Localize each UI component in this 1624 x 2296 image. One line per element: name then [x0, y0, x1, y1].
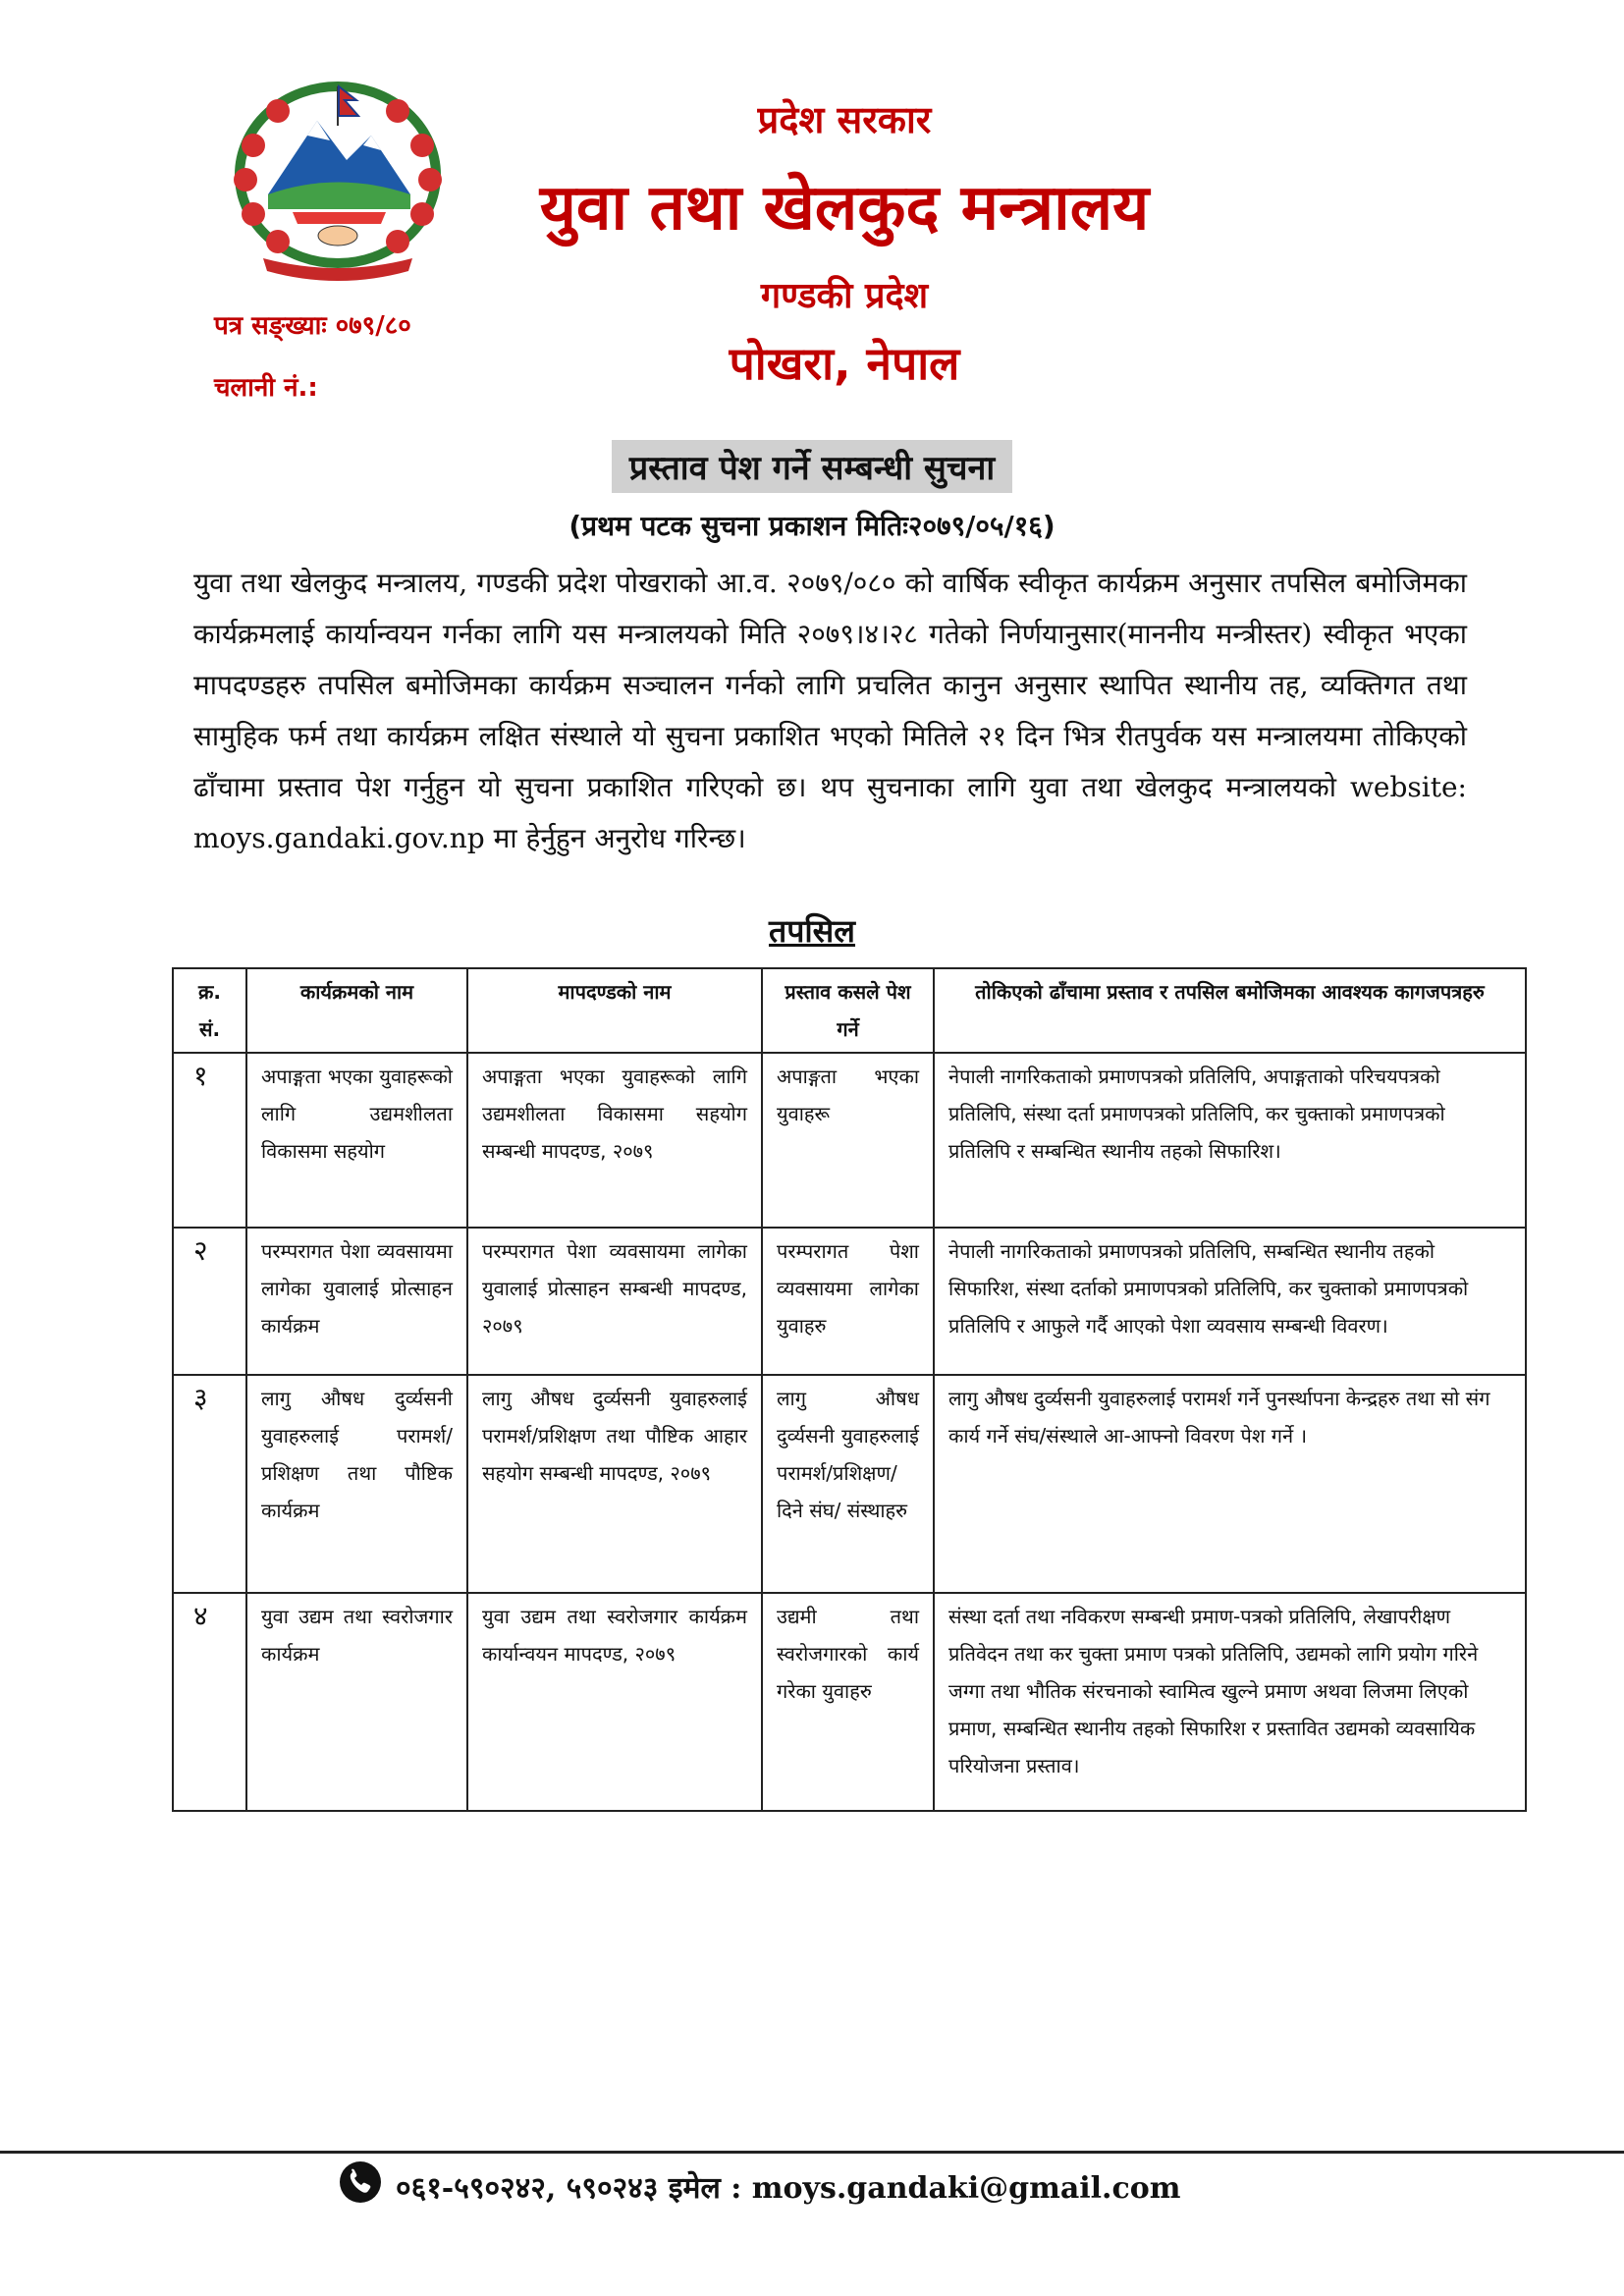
standard-cell: परम्परागत पेशा व्यवसायमा लागेका युवालाई प्रोत्साहन सम्बन्धी मापदण्ड, २०७९: [467, 1228, 762, 1375]
standard-cell: अपाङ्गता भएका युवाहरूको लागि उद्यमशीलता विकासमा सहयोग सम्बन्धी मापदण्ड, २०७९: [467, 1053, 762, 1228]
nepal-emblem-icon: [224, 77, 452, 283]
standard-cell: युवा उद्यम तथा स्वरोजगार कार्यक्रम कार्यान्वयन मापदण्ड, २०७९: [467, 1593, 762, 1811]
table-header-row: [173, 968, 1526, 1053]
standard-cell: लागु औषध दुर्व्यसनी युवाहरुलाई परामर्श/प्रशिक्षण तथा पौष्टिक आहार सहयोग सम्बन्धी मापदण्ड, २०७९: [467, 1375, 762, 1593]
phone-icon: [339, 2160, 396, 2212]
notice-subtitle: (प्रथम पटक सुचना प्रकाशन मितिः२०७९/०५/१६): [568, 510, 1056, 542]
documents-cell: लागु औषध दुर्व्यसनी युवाहरुलाई परामर्श गर्ने पुनर्स्थापना केन्द्रहरु तथा सो संग कार्य गर्ने संघ/संस्थाले आ-आफ्नो विवरण पेश गर्ने ।: [934, 1375, 1526, 1593]
government-label: प्रदेश सरकार: [757, 98, 932, 141]
ministry-name: युवा तथा खेलकुद मन्त्रालय: [539, 172, 1150, 245]
annex-table: [172, 967, 1527, 1812]
header-serial: क्र. सं.: [173, 968, 246, 1053]
serial-cell: ३: [173, 1375, 246, 1593]
notice-title: प्रस्ताव पेश गर्ने सम्बन्धी सुचना: [612, 440, 1012, 493]
submitter-cell: उद्यमी तथा स्वरोजगारको कार्य गरेका युवाहरु: [762, 1593, 934, 1811]
program-cell: लागु औषध दुर्व्यसनी युवाहरुलाई परामर्श/प्रशिक्षण तथा पौष्टिक कार्यक्रम: [246, 1375, 467, 1593]
contact-text: ०६१-५९०२४२, ५९०२४३ इमेल : moys.gandaki@gmail.com: [396, 2170, 1181, 2206]
notice-title-wrap: [0, 440, 1624, 493]
header-standard: मापदण्डको नाम: [467, 968, 762, 1053]
submitter-cell: अपाङ्गता भएका युवाहरू: [762, 1053, 934, 1228]
annex-title: तपसिल: [768, 912, 856, 950]
dispatch-number: चलानी नं.:: [214, 373, 318, 403]
table-row: [173, 1228, 1526, 1375]
province-name: गण्डकी प्रदेश: [760, 276, 929, 316]
program-cell: अपाङ्गता भएका युवाहरूको लागि उद्यमशीलता विकासमा सहयोग: [246, 1053, 467, 1228]
table-row: [173, 1593, 1526, 1811]
documents-cell: नेपाली नागरिकताको प्रमाणपत्रको प्रतिलिपि, सम्बन्धित स्थानीय तहको सिफारिश, संस्था दर्ताको प्रमाणपत्रको प्रतिलिपि, कर चुक्ताको प्रमाणपत्रको प्रतिलिपि र आफुले गर्दै आएको पेशा व्यवसाय सम्बन्धी विवरण।: [934, 1228, 1526, 1375]
serial-cell: १: [173, 1053, 246, 1228]
header-submitter: प्रस्ताव कसले पेश गर्ने: [762, 968, 934, 1053]
header-documents: तोकिएको ढाँचामा प्रस्ताव र तपसिल बमोजिमका आवश्यक कागजपत्रहरु: [934, 968, 1526, 1053]
documents-cell: संस्था दर्ता तथा नविकरण सम्बन्धी प्रमाण-पत्रको प्रतिलिपि, लेखापरीक्षण प्रतिवेदन तथा कर चुक्ता प्रमाण पत्रको प्रतिलिपि, उद्यमको लागि प्रयोग गरिने जग्गा तथा भौतिक संरचनाको स्वामित्व खुल्ने प्रमाण अथवा लिजमा लिएको प्रमाण, सम्बन्धित स्थानीय तहको सिफारिश र प्रस्तावित उद्यमको व्यवसायिक परियोजना प्रस्ताव।: [934, 1593, 1526, 1811]
table-row: [173, 1053, 1526, 1228]
program-cell: परम्परागत पेशा व्यवसायमा लागेका युवालाई प्रोत्साहन कार्यक्रम: [246, 1228, 467, 1375]
serial-cell: २: [173, 1228, 246, 1375]
documents-cell: नेपाली नागरिकताको प्रमाणपत्रको प्रतिलिपि, अपाङ्गताको परिचयपत्रको प्रतिलिपि, संस्था दर्ता प्रमाणपत्रको प्रतिलिपि, कर चुक्ताको प्रमाणपत्रको प्रतिलिपि र सम्बन्धित स्थानीय तहको सिफारिश।: [934, 1053, 1526, 1228]
footer-contact: [339, 2159, 1181, 2214]
submitter-cell: परम्परागत पेशा व्यवसायमा लागेका युवाहरु: [762, 1228, 934, 1375]
program-cell: युवा उद्यम तथा स्वरोजगार कार्यक्रम: [246, 1593, 467, 1811]
serial-cell: ४: [173, 1593, 246, 1811]
table-row: [173, 1375, 1526, 1593]
header-program: कार्यक्रमको नाम: [246, 968, 467, 1053]
notice-body: युवा तथा खेलकुद मन्त्रालय, गण्डकी प्रदेश पोखराको आ.व. २०७९/०८० को वार्षिक स्वीकृत कार्यक्रम अनुसार तपसिल बमोजिमका कार्यक्रमलाई कार्यान्वयन गर्नका लागि यस मन्त्रालयको मिति २०७९।४।२८ गतेको निर्णयानुसार(माननीय मन्त्रीस्तर) स्वीकृत भएका मापदण्डहरु तपसिल बमोजिमका कार्यक्रम सञ्चालन गर्नको लागि प्रचलित कानुन अनुसार स्थापित स्थानीय तह, व्यक्तिगत तथा सामुहिक फर्म तथा कार्यक्रम लक्षित संस्थाले यो सुचना प्रकाशित भएको मितिले २१ दिन भित्र रीतपुर्वक यस मन्त्रालयमा तोकिएको ढाँचामा प्रस्ताव पेश गर्नुहुन यो सुचना प्रकाशित गरिएको छ। थप सुचनाका लागि युवा तथा खेलकुद मन्त्रालयको website: moys.gandaki.gov.np मा हेर्नुहुन अनुरोध गरिन्छ।: [193, 567, 1467, 854]
city-name: पोखरा, नेपाल: [729, 337, 960, 390]
footer-divider: [0, 2151, 1624, 2154]
submitter-cell: लागु औषध दुर्व्यसनी युवाहरुलाई परामर्श/प्रशिक्षण/ दिने संघ/ संस्थाहरु: [762, 1375, 934, 1593]
letter-number: पत्र सङ्ख्याः ०७९/८०: [214, 311, 411, 341]
